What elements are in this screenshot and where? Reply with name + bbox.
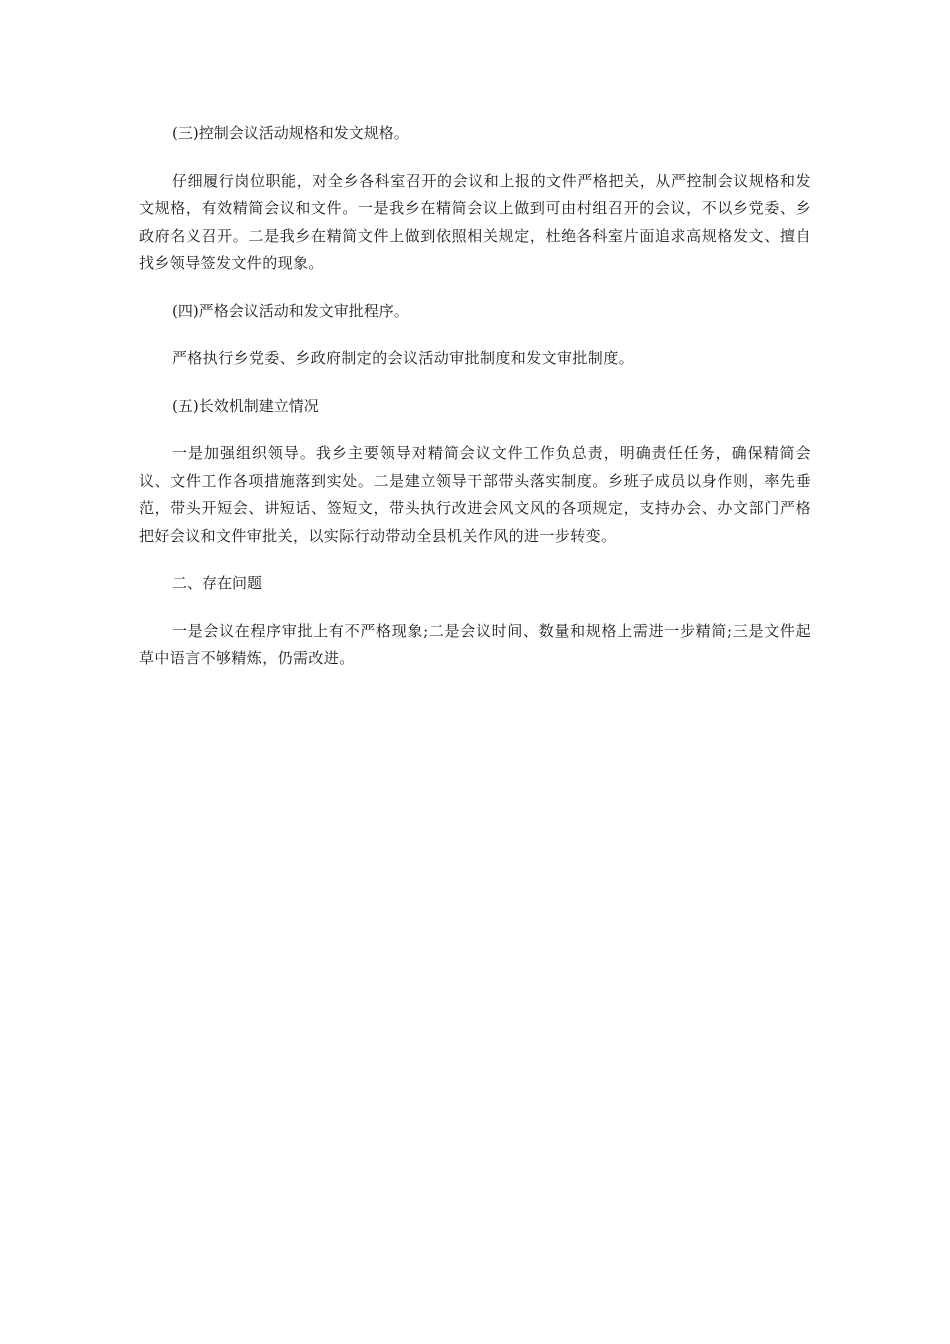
section-heading-4: (四)严格会议活动和发文审批程序。 xyxy=(172,301,409,320)
body-paragraph: 一是会议在程序审批上有不严格现象;二是会议时间、数量和规格上需进一步精简;三是文件起草中语言不够精炼，仍需改进。 xyxy=(139,621,811,667)
body-paragraph: 严格执行乡党委、乡政府制定的会议活动审批制度和发文审批制度。 xyxy=(172,349,635,367)
section-heading-5: (五)长效机制建立情况 xyxy=(172,396,319,415)
body-paragraph: 一是加强组织领导。我乡主要领导对精简会议文件工作负总责，明确责任任务，确保精简会议、文件工作各项措施落到实处。二是建立领导干部带头落实制度。乡班子成员以身作则，率先垂范，带头开短会、讲短话、签短文，带头执行改进会风文风的各项规定，支持办会、办文部门严格把好会议和文件审批关，以实际行动带动全县机关作风的进一步转变。 xyxy=(139,444,811,545)
document-body xyxy=(139,120,811,693)
section-heading-issues: 二、存在问题 xyxy=(172,574,263,592)
section-heading-3: (三)控制会议活动规格和发文规格。 xyxy=(172,124,409,142)
body-paragraph: 仔细履行岗位职能，对全乡各科室召开的会议和上报的文件严格把关，从严控制会议规格和发文规格，有效精简会议和文件。一是我乡在精简会议上做到可由村组召开的会议，不以乡党委、乡政府名义召开。二是我乡在精简文件上做到依照相关规定，杜绝各科室片面追求高规格发文、擅自找乡领导签发文件的现象。 xyxy=(139,171,811,272)
